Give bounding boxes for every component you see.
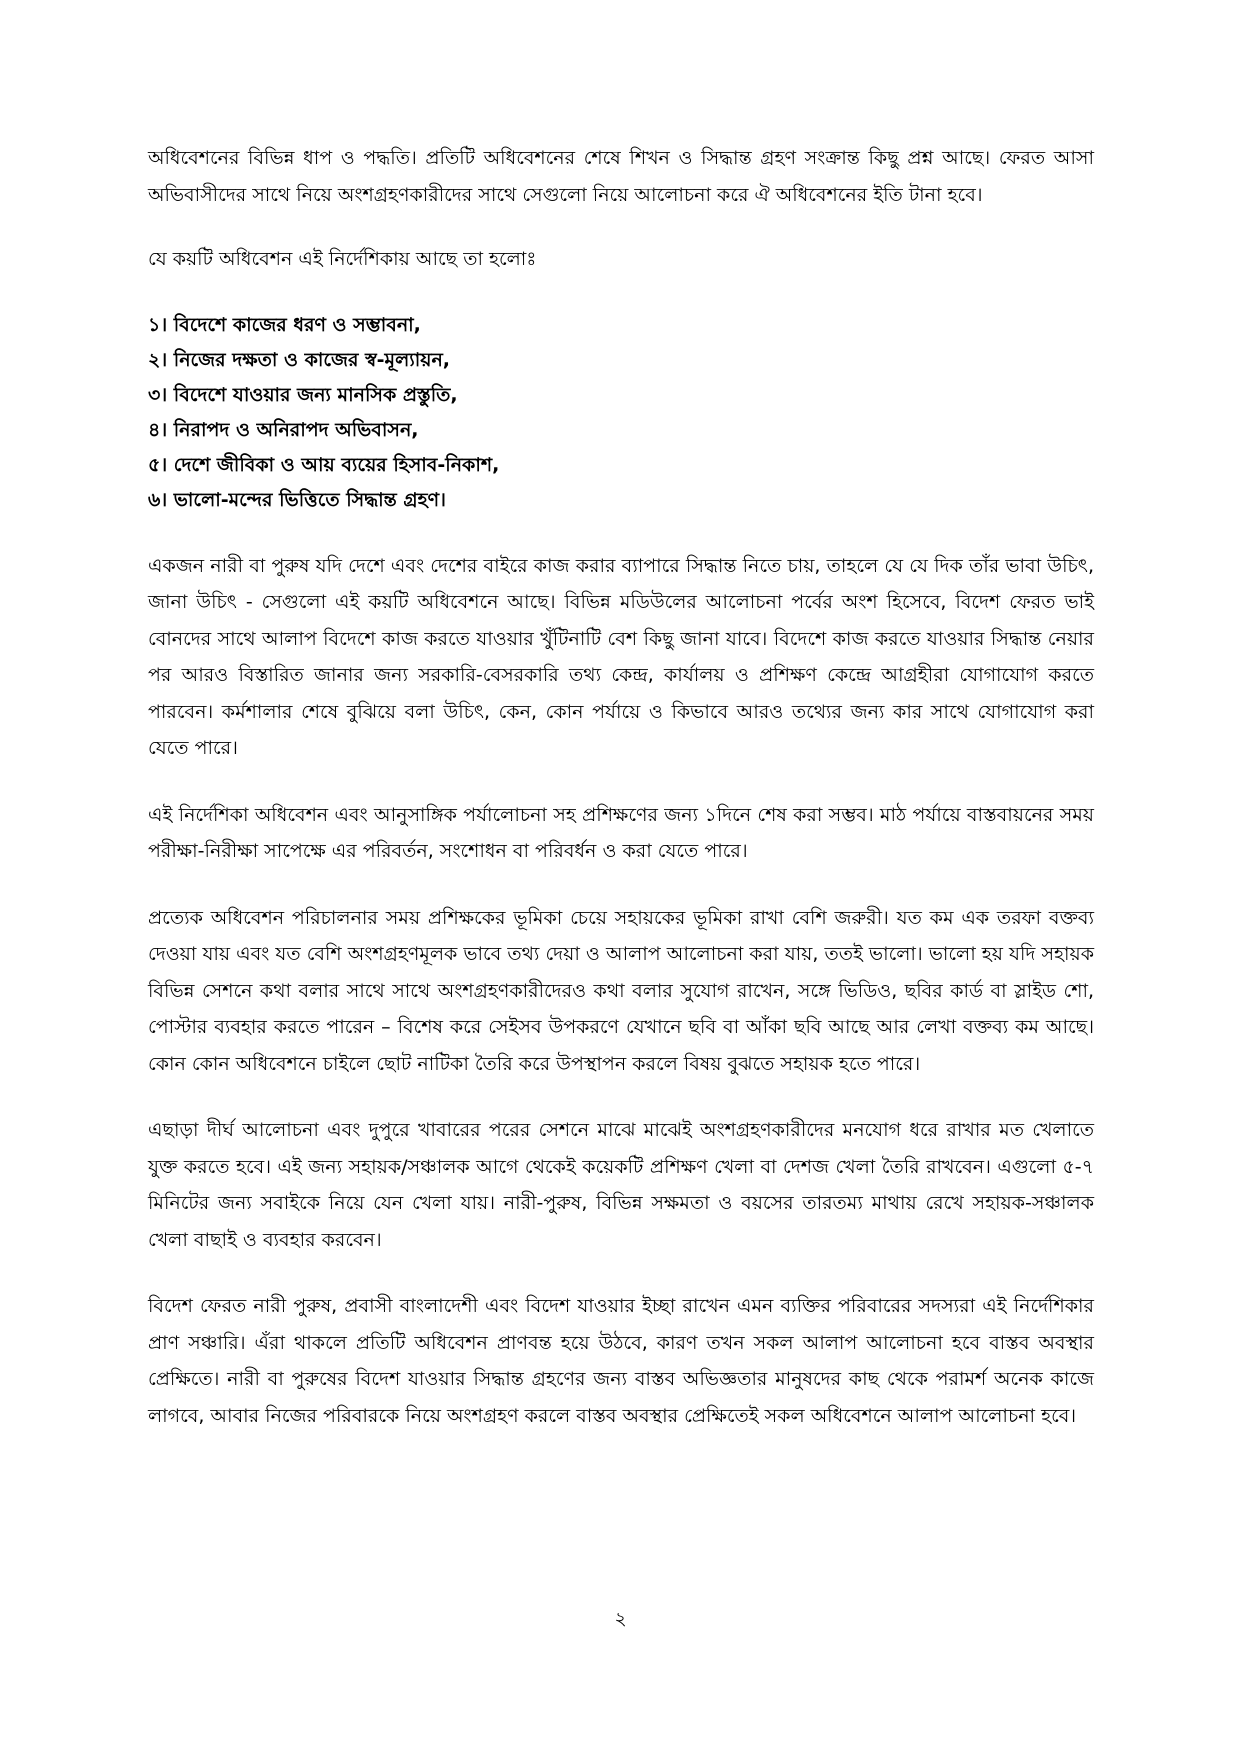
body-paragraph: এছাড়া দীর্ঘ আলোচনা এবং দুপুরে খাবারের পরের সেশনে মাঝে মাঝেই অংশগ্রহণকারীদের মনযোগ ধরে রাখার মত খেলাতে যুক্ত করতে হবে। এই জন্য সহায়ক/সঞ্চালক আগে থেকেই কয়েকটি প্রশিক্ষণ খেলা বা দেশজ খেলা তৈরি রাখবেন। এগুলো ৫-৭ মিনিটের জন্য সবাইকে নিয়ে যেন খেলা যায়। নারী-পুরুষ, বিভিন্ন সক্ষমতা ও বয়সের তারতম্য মাথায় রেখে সহায়ক-সঞ্চালক খেলা বাছাই ও ব্যবহার করবেন। xyxy=(148,1119,1094,1251)
sessions-lead: যে কয়টি অধিবেশন এই নির্দেশিকায় আছে তা হলোঃ xyxy=(148,248,537,270)
intro-paragraph: অধিবেশনের বিভিন্ন ধাপ ও পদ্ধতি। প্রতিটি অধিবেশনের শেষে শিখন ও সিদ্ধান্ত গ্রহণ সংক্রান্ত কিছু প্রশ্ন আছে। ফেরত আসা অভিবাসীদের সাথে নিয়ে অংশগ্রহণকারীদের সাথে সেগুলো নিয়ে আলোচনা করে ঐ অধিবেশনের ইতি টানা হবে। xyxy=(148,147,1094,206)
body-paragraph: এই নির্দেশিকা অধিবেশন এবং আনুসাঙ্গিক পর্যালোচনা সহ প্রশিক্ষণের জন্য ১দিনে শেষ করা সম্ভব। মাঠ পর্যায়ে বাস্তবায়নের সময় পরীক্ষা-নিরীক্ষা সাপেক্ষে এর পরিবর্তন, সংশোধন বা পরিবর্ধন ও করা যেতে পারে। xyxy=(148,803,1094,862)
document-page xyxy=(148,140,1094,1464)
body-paragraph: প্রত্যেক অধিবেশন পরিচালনার সময় প্রশিক্ষকের ভূমিকা চেয়ে সহায়কের ভূমিকা রাখা বেশি জরুরী। যত কম এক তরফা বক্তব্য দেওয়া যায় এবং যত বেশি অংশগ্রহণমূলক ভাবে তথ্য দেয়া ও আলাপ আলোচনা করা যায়, ততই ভালো। ভালো হয় যদি সহায়ক বিভিন্ন সেশনে কথা বলার সাথে সাথে অংশগ্রহণকারীদেরও কথা বলার সুযোগ রাখেন, সঙ্গে ভিডিও, ছবির কার্ড বা স্লাইড শো, পোস্টার ব্যবহার করতে পারেন – বিশেষ করে সেইসব উপকরণে যেখানে ছবি বা আঁকা ছবি আছে আর লেখা বক্তব্য কম আছে। কোন কোন অধিবেশনে চাইলে ছোট নাটিকা তৈরি করে উপস্থাপন করলে বিষয় বুঝতে সহায়ক হতে পারে। xyxy=(148,906,1094,1075)
session-item: ৬। ভালো-মন্দের ভিত্তিতে সিদ্ধান্ত গ্রহণ। xyxy=(148,488,446,511)
body-paragraph: বিদেশ ফেরত নারী পুরুষ, প্রবাসী বাংলাদেশী এবং বিদেশ যাওয়ার ইচ্ছা রাখেন এমন ব্যক্তির পরিবারের সদস্যরা এই নির্দেশিকার প্রাণ সঞ্চারি। এঁরা থাকলে প্রতিটি অধিবেশন প্রাণবন্ত হয়ে উঠবে, কারণ তখন সকল আলাপ আলোচনা হবে বাস্তব অবস্থার প্রেক্ষিতে। নারী বা পুরুষের বিদেশ যাওয়ার সিদ্ধান্ত গ্রহণের জন্য বাস্তব অভিজ্ঞতার মানুষদের কাছ থেকে পরামর্শ অনেক কাজে লাগবে, আবার নিজের পরিবারকে নিয়ে অংশগ্রহণ করলে বাস্তব অবস্থার প্রেক্ষিতেই সকল অধিবেশনে আলাপ আলোচনা হবে। xyxy=(148,1295,1094,1427)
page-number: ২ xyxy=(614,1608,627,1630)
session-item: ২। নিজের দক্ষতা ও কাজের স্ব-মূল্যায়ন, xyxy=(148,348,451,371)
session-item: ৪। নিরাপদ ও অনিরাপদ অভিবাসন, xyxy=(148,418,419,441)
session-item: ১। বিদেশে কাজের ধরণ ও সম্ভাবনা, xyxy=(148,313,421,336)
sessions-list xyxy=(148,308,1094,518)
body-paragraph: একজন নারী বা পুরুষ যদি দেশে এবং দেশের বাইরে কাজ করার ব্যাপারে সিদ্ধান্ত নিতে চায়, তাহলে যে যে দিক তাঁর ভাবা উচিৎ, জানা উচিৎ - সেগুলো এই কয়টি অধিবেশনে আছে। বিভিন্ন মডিউলের আলোচনা পর্বের অংশ হিসেবে, বিদেশ ফেরত ভাই বোনদের সাথে আলাপ বিদেশে কাজ করতে যাওয়ার খুঁটিনাটি বেশ কিছু জানা যাবে। বিদেশে কাজ করতে যাওয়ার সিদ্ধান্ত নেয়ার পর আরও বিস্তারিত জানার জন্য সরকারি-বেসরকারি তথ্য কেন্দ্র, কার্যালয় ও প্রশিক্ষণ কেন্দ্রে আগ্রহীরা যোগাযোগ করতে পারবেন। কর্মশালার শেষে বুঝিয়ে বলা উচিৎ, কেন, কোন পর্যায়ে ও কিভাবে আরও তথ্যের জন্য কার সাথে যোগাযোগ করা যেতে পারে। xyxy=(148,554,1094,759)
session-item: ৫। দেশে জীবিকা ও আয় ব্যয়ের হিসাব-নিকাশ, xyxy=(148,453,500,476)
session-item: ৩। বিদেশে যাওয়ার জন্য মানসিক প্রস্তুতি, xyxy=(148,383,458,406)
